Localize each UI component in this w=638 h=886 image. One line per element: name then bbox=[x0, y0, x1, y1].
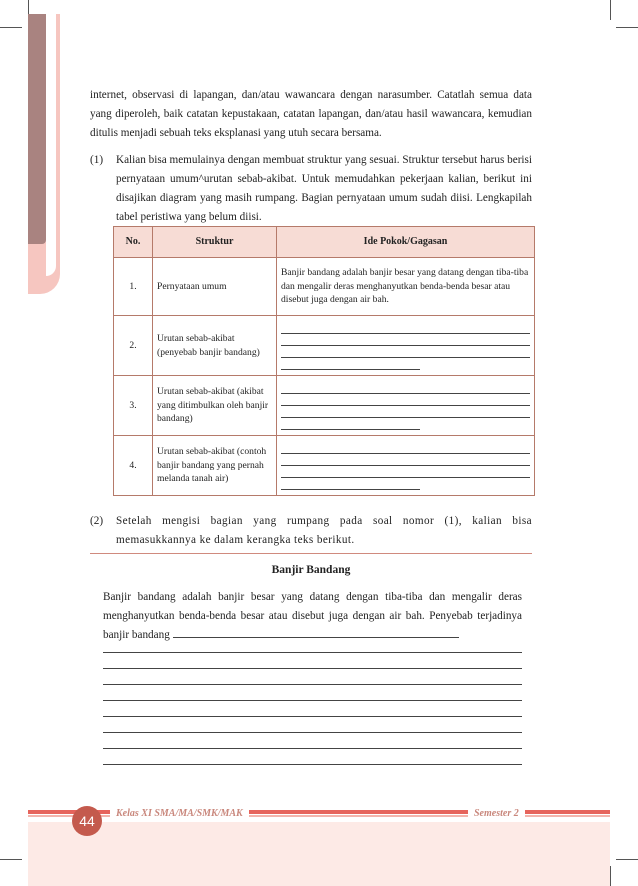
crop-mark bbox=[610, 866, 611, 886]
page-number: 44 bbox=[72, 806, 102, 836]
row-struktur: Urutan sebab-akibat (penyebab banjir bandang) bbox=[153, 316, 277, 376]
main-content bbox=[90, 86, 532, 227]
answer-line[interactable] bbox=[103, 652, 522, 653]
answer-line[interactable] bbox=[103, 716, 522, 717]
crop-mark bbox=[0, 27, 22, 28]
story-text: Banjir bandang adalah banjir besar yang datang dengan tiba-tiba dan mengalir deras menghanyutkan benda-benda besar atau disebut juga dengan air bah. Penyebab terjadinya banjir bandang bbox=[103, 591, 522, 641]
row-struktur: Urutan sebab-akibat (contoh banjir bandang yang pernah melanda tanah air) bbox=[153, 436, 277, 496]
row-number: 4. bbox=[114, 436, 153, 496]
answer-line bbox=[281, 334, 530, 346]
crop-mark bbox=[616, 859, 638, 860]
crop-mark bbox=[610, 0, 611, 20]
row-struktur: Urutan sebab-akibat (akibat yang ditimbulkan oleh banjir bandang) bbox=[153, 376, 277, 436]
answer-line[interactable] bbox=[103, 684, 522, 685]
answer-line bbox=[281, 466, 530, 478]
item-number: (2) bbox=[90, 515, 104, 527]
answer-line bbox=[281, 358, 420, 370]
footer-class-label: Kelas XI SMA/MA/SMK/MAK bbox=[110, 808, 249, 819]
item-text: Setelah mengisi bagian yang rumpang pada soal nomor (1), kalian bisa memasukkannya ke dalam kerangka teks berikut. bbox=[116, 515, 532, 546]
intro-paragraph: internet, observasi di lapangan, dan/atau wawancara dengan narasumber. Catatlah semua data yang diperoleh, baik catatan kepustakaan, catatan lapangan, dan/atau hasil wawancara, kemudian ditulis menjadi sebuah teks eksplanasi yang utuh secara bersama. bbox=[90, 89, 532, 139]
row-ide: Banjir bandang adalah banjir besar yang datang dengan tiba-tiba dan mengalir deras menghanyutkan benda-benda besar atau disebut juga dengan air bah. bbox=[277, 258, 535, 316]
answer-line bbox=[281, 454, 530, 466]
story-paragraph bbox=[103, 588, 522, 645]
structure-table bbox=[113, 226, 535, 496]
section-divider bbox=[90, 553, 532, 554]
table-header-row bbox=[114, 227, 535, 258]
item-number: (1) bbox=[90, 154, 104, 166]
instruction-item-1 bbox=[90, 151, 532, 227]
answer-line bbox=[281, 346, 530, 358]
answer-line bbox=[281, 478, 420, 490]
header-ide: Ide Pokok/Gagasan bbox=[277, 227, 535, 258]
answer-line bbox=[281, 442, 530, 454]
table-row bbox=[114, 376, 535, 436]
footer-band bbox=[28, 822, 610, 886]
footer-semester-label: Semester 2 bbox=[468, 808, 525, 819]
header-no: No. bbox=[114, 227, 153, 258]
table-row bbox=[114, 436, 535, 496]
table-row bbox=[114, 316, 535, 376]
answer-line bbox=[281, 382, 530, 394]
answer-blank[interactable] bbox=[173, 626, 459, 638]
row-ide-blank[interactable] bbox=[277, 376, 535, 436]
answer-line bbox=[281, 322, 530, 334]
crop-mark bbox=[0, 859, 22, 860]
header-struktur: Struktur bbox=[153, 227, 277, 258]
answer-line[interactable] bbox=[103, 700, 522, 701]
crop-mark bbox=[616, 27, 638, 28]
table-row bbox=[114, 258, 535, 316]
side-tab-gap bbox=[46, 14, 56, 276]
story-title: Banjir Bandang bbox=[271, 564, 351, 576]
instruction-item-2 bbox=[90, 512, 532, 550]
row-ide-blank[interactable] bbox=[277, 316, 535, 376]
answer-line bbox=[281, 394, 530, 406]
row-number: 1. bbox=[114, 258, 153, 316]
answer-line[interactable] bbox=[103, 764, 522, 765]
side-tab-dark bbox=[28, 14, 46, 244]
answer-line bbox=[281, 406, 530, 418]
row-struktur: Pernyataan umum bbox=[153, 258, 277, 316]
answer-line[interactable] bbox=[103, 748, 522, 749]
answer-line bbox=[281, 418, 420, 430]
row-number: 2. bbox=[114, 316, 153, 376]
item-text: Kalian bisa memulainya dengan membuat struktur yang sesuai. Struktur tersebut harus berisi pernyataan umum^urutan sebab-akibat. Untuk memudahkan pekerjaan kalian, berikut ini disajikan diagram yang masih rumpang. Bagian pernyataan umum sudah diisi. Lengkapilah tabel peristiwa yang belum diisi. bbox=[116, 154, 532, 223]
row-number: 3. bbox=[114, 376, 153, 436]
answer-line[interactable] bbox=[103, 732, 522, 733]
row-ide-blank[interactable] bbox=[277, 436, 535, 496]
answer-line[interactable] bbox=[103, 668, 522, 669]
